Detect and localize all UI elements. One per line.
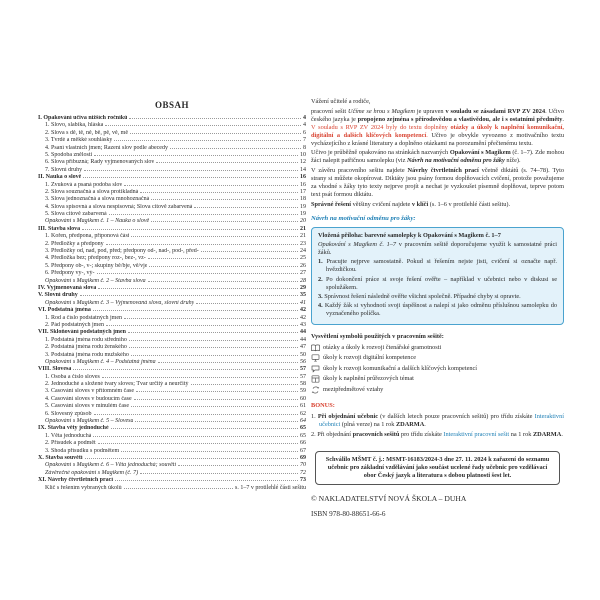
dot-leader [82,229,298,230]
toc-entry-page-number: 28 [300,277,306,284]
toc-entry-page-number: 57 [300,373,306,380]
toc-row [38,159,306,166]
toc-entry-label: 6. Slova příbuzná; Řady vyjmenovaných slov [45,159,155,166]
dot-leader [109,214,298,215]
text-segment: (s. 1–6 v protilehlé části sešitu). [428,200,511,208]
text-segment: Návrh na motivační odměnu pro žáky [407,157,505,165]
dot-leader [170,148,301,149]
toc-entry-label: 6. Předpony vy-, vý- [45,270,95,277]
toc-entry-page-number: 21 [300,225,306,232]
toc-row [38,359,306,366]
text-segment: 2. Při objednání [311,430,353,438]
dot-leader [124,488,233,489]
dot-leader [148,258,298,259]
symbol-row [311,344,564,352]
info-box-step-3 [318,293,557,301]
text-segment: Vložená příloha: barevné samolepky k Opakování s Magikem č. 1–7 [318,231,501,239]
dot-leader [128,332,298,333]
toc-row [38,403,306,410]
toc-row [38,292,306,299]
toc-entry-label: 4. Slova spisovná a slova nespisovná; Slova citově zabarvená [45,203,193,210]
text-segment: níže). [504,157,521,165]
toc-entry-label: Opakování s Magikem č. 1 – Nauka o slově [45,218,150,225]
dot-leader [105,125,301,126]
text-segment: Opakování s Magikem č. 1–7 [318,241,397,249]
text-segment: . [426,131,432,139]
toc-entry-label: XI. Návrhy čtvrtletních prací [38,477,113,484]
dot-leader [98,443,298,444]
dot-leader [131,236,298,237]
toc-entry-page-number: 65 [300,432,306,439]
toc-entry-label: 5. Předpony ob-, v-; skupiny bě/bje, vě/vje [45,262,148,269]
toc-row [38,196,306,203]
toc-entry-label: 3. Shoda přísudku s podmětem [45,447,120,454]
toc-entry-label: II. Nauka o slově [38,174,82,181]
toc-row [38,448,306,455]
toc-entry-label: 3. Časování sloves v přítomném čase [45,388,134,395]
text-segment: . [561,430,563,438]
toc-entry-page-number: 8 [303,144,306,151]
toc-entry-label: 3. Předložky od, nad, pod, před; předpony od-, nad-, pod-, před- [45,248,199,255]
toc-entry-label: VII. Skloňování podstatných jmen [38,329,127,336]
toc-entry-page-number: 42 [300,307,306,314]
toc-row [38,329,306,336]
dot-leader [94,414,299,415]
toc-row [38,204,306,211]
text-segment: pro třídu získáte [399,430,444,438]
dot-leader [194,207,298,208]
toc-entry-page-number: 29 [300,284,306,291]
toc-row [38,218,306,225]
symbol-label: úkoly k rozvoji digitální kompetence [323,354,417,362]
toc-entry-label: 3. Slova jednoznačná a slova mnohoznačná [45,196,150,203]
dot-leader [136,391,298,392]
toc-row [38,418,306,425]
toc-entry-page-number: 19 [300,211,306,218]
text-segment: Návrhy čtvrtletních prací [407,167,479,175]
toc-entry-page-number: 72 [300,469,306,476]
text-segment: Učivo je průběžně opakováno na stránkách nazvaných [311,149,450,157]
text-segment: 1. [318,258,323,266]
toc-entry-label: VI. Podstatná jména [38,307,91,314]
info-box-step-4 [318,302,557,318]
toc-row [38,145,306,152]
toc-row [38,396,306,403]
dot-leader [140,192,298,193]
text-segment: na 1 rok [509,430,533,438]
toc-row [38,462,306,469]
toc-entry-page-number: 60 [300,395,306,402]
toc-entry-page-number: 26 [300,262,306,269]
dot-leader [106,325,298,326]
toc-row [38,470,306,477]
toc-entry-page-number: 19 [300,203,306,210]
toc-entry-label: 2. Přísudek a podmět [45,440,96,447]
text-segment: v souladu se zásadami RVP ZV 2024 [445,107,546,115]
text-segment: v pracovním sešitě doporučujeme využít k samostatné práci žáků. [318,241,557,256]
toc-entry-label: 4. Časování sloves v budoucím čase [45,395,132,402]
toc-entry-page-number: 65 [300,425,306,432]
text-segment: Učivo je obvykle vyvozeno z motivačního textu vycházejícího z krásné literatury a doplněno otázkami na porozumění přečtenému textu. [311,131,564,147]
dot-leader [114,140,301,141]
toc-row [38,440,306,447]
intro-page [311,98,564,520]
toc-row [38,174,306,181]
dot-leader [84,170,298,171]
text-segment: většiny cvičení najdete [351,200,412,208]
dot-leader [149,266,298,267]
toc-row [38,233,306,240]
toc-row [38,270,306,277]
dot-leader [102,377,298,378]
toc-entry-page-number: 21 [300,233,306,240]
symbols-heading: Vysvětlení symbolů použitých v pracovním sešitě: [311,332,444,340]
isbn-line: ISBN 978-80-88651-66-6 [311,509,386,518]
text-segment: Správné řešení [311,200,352,208]
toc-title: OBSAH [154,100,189,110]
toc-entry-page-number: 67 [300,447,306,454]
toc-entry-page-number: 61 [300,403,306,410]
info-box-step-1 [318,258,557,274]
text-segment: 4. [318,302,323,310]
toc-entry-page-number: 12 [300,159,306,166]
toc-entry-page-number: 25 [300,255,306,262]
toc-entry-label: 1. Kořen, předpona, příponová část [45,233,130,240]
toc-entry-page-number: 56 [300,358,306,365]
toc-entry-page-number: 18 [300,196,306,203]
bonus-item-2 [311,431,564,439]
toc-entry-label: IV. Vyjmenovaná slova [38,284,97,291]
toc-row [38,300,306,307]
toc-entry-page-number: 50 [300,351,306,358]
text-segment: ZDARMA [395,420,425,428]
toc-entry-page-number: 24 [300,248,306,255]
info-box-intro [318,241,557,257]
text-segment: . [424,420,426,428]
toc-row [38,115,306,122]
symbol-row [311,375,564,383]
toc-entry-page-number: 57 [300,366,306,373]
sticker-info-box [311,227,564,325]
toc-entry-page-number: s. 1–7 v protilehlé části sešitu [235,484,306,491]
toc-row [38,485,306,492]
toc-row [38,366,306,373]
toc-entry-label: 2. Předložky a předpony [45,240,104,247]
text-segment: Každý žák si vyhodnotí svoji úspěšnost a nalepí si jako odměnu příslušnou samolepku do vyznačeného políčka. [322,302,557,318]
dot-leader [106,244,298,245]
text-segment: V souladu s RVP ZV 2024 byly do textu doplněny [311,123,451,131]
text-segment: pracovní sešit [311,107,349,115]
dot-leader [140,473,298,474]
toc-row [38,411,306,418]
toc-row [38,322,306,329]
dot-leader [134,399,298,400]
toc-entry-label: 2. Pád podstatných jmen [45,321,104,328]
toc-entry-label: Opakování s Magikem č. 5 – Slovesa [45,418,134,425]
symbol-label: otázky a úkoly k rozvoji čtenářské gramotnosti [323,343,442,351]
toc-entry-label: 3. Tvrdé a měkké souhlásky [45,137,113,144]
toc-row [38,344,306,351]
text-segment: (plná verze) na 1 rok [340,420,396,428]
text-segment: . [562,115,564,123]
toc-entry-label: 1. Slovo, slabika, hláska [45,122,104,129]
toc-row [38,388,306,395]
circular-arrows-icon [311,386,323,394]
toc-entry-label: Závěrečné opakování s Magikem (č. 7) [45,469,139,476]
symbol-row [311,354,564,362]
toc-entry-label: VIII. Slovesa [38,366,72,373]
dot-leader [129,118,301,119]
toc-entry-page-number: 16 [300,181,306,188]
text-segment: V závěru pracovního sešitu najdete [311,167,408,175]
dot-leader [148,281,298,282]
text-segment: propojeno zejména s přírodovědou a vlastivědou, ale i s ostatními předměty [357,115,563,123]
toc-entry-label: 3. Podstatná jména rodu mužského [45,351,129,358]
toc-entry-page-number: 4 [303,115,306,121]
text-segment: Při objednání učebnic [317,412,379,420]
toc-row [38,226,306,233]
toc-row [38,477,306,484]
toc-entry-page-number: 16 [300,174,306,181]
text-segment: Pracujte nejprve samostatně. Pokud si řešením nejste jisti, cvičení si označte např. hvězdičkou. [322,258,557,274]
toc-entry-page-number: 6 [303,129,306,136]
toc-entry-page-number: 69 [300,454,306,461]
intro-paragraph-3 [311,167,564,199]
toc-row [38,189,306,196]
msmt-approval-box: Schválilo MŠMT č. j.: MSMT-16183/2024-3 dne 27. 11. 2024 k zařazení do seznamu učebnic pro základní vzdělávání jako součást ucelené řady učebnic pro vzdělávací obor Český jazyk a literatura s dobou platnosti šest let. [315,451,560,485]
toc-row [38,152,306,159]
toc-entry-label: 1. Věta jednoduchá [45,432,92,439]
toc-entry-page-number: 4 [303,122,306,129]
dot-leader [121,451,298,452]
dot-leader [135,421,298,422]
toc-list [38,115,306,492]
toc-entry-label: 1. Rod a číslo podstatných jmen [45,314,122,321]
toc-entry-page-number: 44 [300,336,306,343]
toc-entry-page-number: 59 [300,388,306,395]
toc-row [38,315,306,322]
publisher-line: © NAKLADATELSTVÍ NOVÁ ŠKOLA – DUHA [311,493,467,503]
intro-paragraph-2 [311,149,564,165]
toc-row [38,211,306,218]
text-segment: (v dalších letech pouze pracovních sešitů) pro třídu získáte [378,412,535,420]
toc-entry-label: IX. Stavba věty jednoduché [38,425,109,432]
text-segment: Správnost řešení následně ověřte všichni společně. Případné chyby si opravte. [322,293,521,301]
toc-entry-page-number: 47 [300,344,306,351]
toc-page [38,100,306,492]
text-segment: v klíči [411,200,429,208]
toc-entry-page-number: 17 [300,188,306,195]
toc-entry-label: X. Stavba souvětí [38,454,83,461]
toc-entry-page-number: 62 [300,410,306,417]
toc-row [38,241,306,248]
toc-entry-label: 2. Podstatná jména rodu ženského [45,344,127,351]
toc-entry-label: 4. Předložka bez; předpony roz-, bez-, vz- [45,255,146,262]
grid-icon [311,375,323,383]
text-segment: 3. [318,293,323,301]
bonus-item-1 [311,413,564,429]
text-segment: je upraven [414,107,446,115]
toc-entry-label: V. Slovní druhy [38,292,78,299]
toc-row [38,137,306,144]
toc-row [38,337,306,344]
dot-leader [158,362,298,363]
dot-leader [196,303,298,304]
symbol-label: úkoly k naplnění průřezových témat [323,375,414,383]
text-segment: Interaktivní pracovní sešit [443,430,510,438]
toc-entry-label: Klíč s řešením vybraných úkolů [45,484,122,491]
text-segment: Učíme se hrou s Magikem [348,107,415,115]
toc-entry-page-number: 58 [300,381,306,388]
toc-row [38,255,306,262]
dot-leader [151,199,298,200]
toc-entry-page-number: 44 [300,329,306,336]
toc-entry-page-number: 35 [300,292,306,299]
toc-entry-label: 1. Osoba a číslo sloves [45,373,100,380]
toc-entry-page-number: 10 [300,151,306,158]
intro-paragraph-4 [311,201,564,209]
info-box-title [318,232,557,240]
toc-entry-page-number: 7 [303,137,306,144]
toc-entry-page-number: 70 [300,462,306,469]
text-segment: Po dokončení práce si svoje řešení ověřte – například v učebnici nebo v diskusi se spolužákem. [322,275,557,291]
toc-entry-label: 1. Zvuková a psaná podoba slov [45,181,123,188]
speech-bubble-icon [311,365,323,373]
text-segment: 2. [318,275,323,283]
toc-entry-page-number: 42 [300,314,306,321]
toc-entry-page-number: 73 [300,477,306,484]
text-segment: ZDARMA [532,430,562,438]
text-segment: 1. [311,412,318,420]
text-segment: . Učivo českého jazyka je [311,107,564,123]
text-segment: Interaktivní učebnici [319,412,564,428]
dot-leader [151,221,298,222]
toc-entry-label: 5. Časování sloves v minulém čase [45,403,129,410]
dot-leader [85,458,298,459]
toc-row [38,307,306,314]
monitor-icon [311,354,323,362]
toc-entry-page-number: 43 [300,321,306,328]
dot-leader [131,406,298,407]
toc-row [38,248,306,255]
toc-row [38,352,306,359]
info-box-step-2 [318,276,557,292]
toc-entry-label: 4. Psaní vlastních jmen; Řazení slov podle abecedy [45,144,168,151]
toc-entry-label: III. Stavba slova [38,225,81,232]
toc-row [38,374,306,381]
dot-leader [93,436,298,437]
toc-entry-label: 2. Slova s dě, tě, ně, bě, pě, vě, mě [45,129,128,136]
dot-leader [129,347,298,348]
toc-entry-label: 5. Spodoba znělosti [45,151,93,158]
toc-entry-page-number: 14 [300,166,306,173]
toc-row [38,278,306,285]
dot-leader [124,185,298,186]
toc-row [38,285,306,292]
dot-leader [73,369,298,370]
toc-entry-label: 5. Slova citově zabarvená [45,211,107,218]
toc-entry-page-number: 64 [300,418,306,425]
toc-entry-page-number: 20 [300,218,306,225]
toc-row [38,263,306,270]
text-segment: včetně diktátů (s. 74–78). Tyto strany si můžete okopírovat. Diktáty jsou psány formou doplňovacích cvičení, protože považujeme za vhodné s žáky tyto texty nejprve projít a nechat je vyzkoušet písemně doplňovat, teprve potom text psát formou diktátu. [311,167,564,198]
dot-leader [97,273,299,274]
toc-entry-label: Opakování s Magikem č. 3 – Vyjmenovaná slova, slovní druhy [45,299,195,306]
open-book-icon [311,344,323,352]
dot-leader [129,340,298,341]
toc-row [38,425,306,432]
salutation: Vážení učitelé a rodiče, [311,98,371,105]
dot-leader [93,310,298,311]
toc-entry-label: I. Opakování učiva nižších ročníků [38,115,128,121]
dot-leader [124,318,298,319]
toc-entry-label: Opakování s Magikem č. 2 – Stavba slova [45,277,146,284]
text-segment: (č. 1–7). Zde mohou žáci nalepit patřičnou samolepku (viz [311,149,564,165]
dot-leader [80,295,298,296]
text-segment: pracovních sešitů [352,430,400,438]
toc-entry-page-number: 41 [300,299,306,306]
toc-entry-label: 6. Slovesný způsob [45,410,92,417]
bonus-heading: BONUS: [311,402,335,410]
toc-entry-page-number: 27 [300,270,306,277]
toc-entry-label: 2. Jednoduché a složené tvary sloves; Tvar určitý a neurčitý [45,381,189,388]
toc-entry-label: Opakování s Magikem č. 6 – Věta jednoduchá; souvětí [45,462,177,469]
symbol-row [311,365,564,373]
dot-leader [83,177,298,178]
toc-entry-label: 7. Slovní druhy [45,166,83,173]
dot-leader [131,355,298,356]
toc-row [38,167,306,174]
toc-row [38,122,306,129]
text-segment: otázky a úkoly k naplnění komunikační, digitální a dalších klíčových kompetencí [311,123,564,139]
dot-leader [191,384,298,385]
toc-row [38,381,306,388]
dot-leader [111,428,298,429]
text-segment: Opakování s Magikem [449,149,511,157]
symbol-row [311,386,564,394]
dot-leader [98,288,298,289]
toc-row [38,433,306,440]
dot-leader [201,251,298,252]
dot-leader [94,155,298,156]
dot-leader [178,465,298,466]
toc-row [38,182,306,189]
symbol-label: mezipředmětové vztahy [323,386,384,394]
symbol-label: úkoly k rozvoji komunikační a dalších klíčových kompetencí [323,364,478,372]
toc-entry-label: Opakování s Magikem č. 4 – Podstatná jména [45,358,156,365]
reward-heading: Návrh na motivační odměnu pro žáky: [311,214,416,222]
toc-entry-page-number: 66 [300,440,306,447]
toc-entry-page-number: 23 [300,240,306,247]
toc-row [38,130,306,137]
dot-leader [130,133,301,134]
toc-entry-label: 1. Podstatná jména rodu středního [45,336,127,343]
dot-leader [115,480,298,481]
dot-leader [156,162,298,163]
toc-entry-label: 2. Slova souznačná a slova protikladná [45,188,139,195]
intro-paragraph-1 [311,108,564,148]
toc-row [38,455,306,462]
